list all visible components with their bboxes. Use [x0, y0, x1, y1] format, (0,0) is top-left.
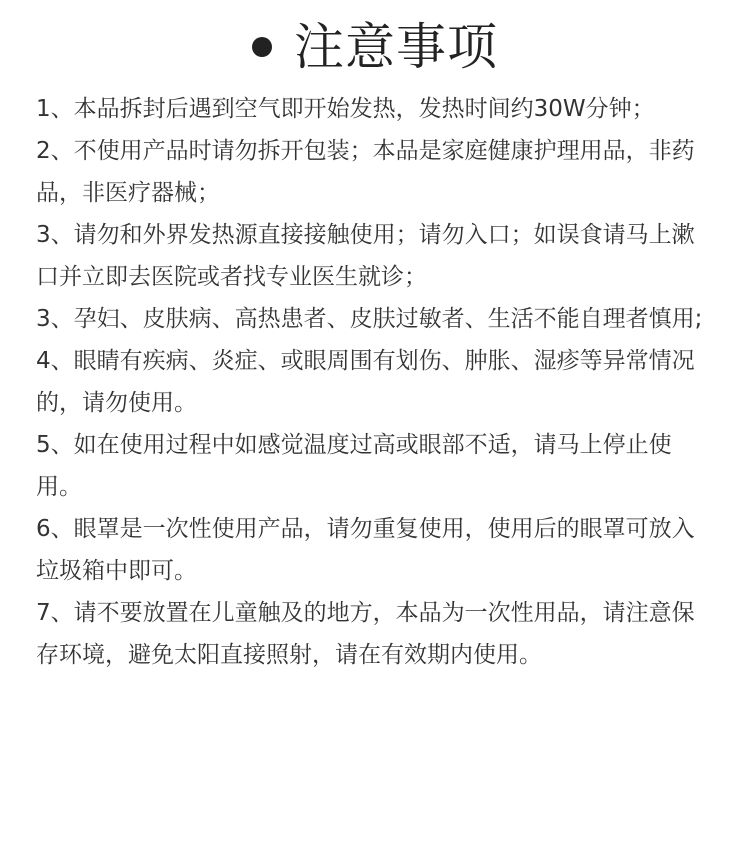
notice-item-7: 6、眼罩是一次性使用产品，请勿重复使用，使用后的眼罩可放入垃圾箱中即可。: [36, 516, 695, 584]
notice-item-1: 1、本品拆封后遇到空气即开始发热，发热时间约30W分钟；: [36, 96, 655, 122]
notice-header: [0, 14, 750, 80]
notice-item-2: 2、不使用产品时请勿拆开包装；本品是家庭健康护理用品，非药品，非医疗器械；: [36, 138, 695, 206]
notice-list: [36, 88, 704, 676]
bullet-dot-icon: [252, 37, 272, 57]
notice-item-3: 3、请勿和外界发热源直接接触使用；请勿入口；如误食请马上漱口并立即去医院或者找专业医生就诊；: [36, 222, 695, 290]
page-title: 注意事项: [294, 18, 498, 76]
notice-item-8: 7、请不要放置在儿童触及的地方，本品为一次性用品，请注意保存环境，避免太阳直接照射，请在有效期内使用。: [36, 600, 695, 668]
notice-item-6: 5、如在使用过程中如感觉温度过高或眼部不适，请马上停止使用。: [36, 432, 672, 500]
notice-item-4: 3、孕妇、皮肤病、高热患者、皮肤过敏者、生活不能自理者慎用;: [36, 306, 703, 332]
notice-item-5: 4、眼睛有疾病、炎症、或眼周围有划伤、肿胀、湿疹等异常情况的，请勿使用。: [36, 348, 695, 416]
